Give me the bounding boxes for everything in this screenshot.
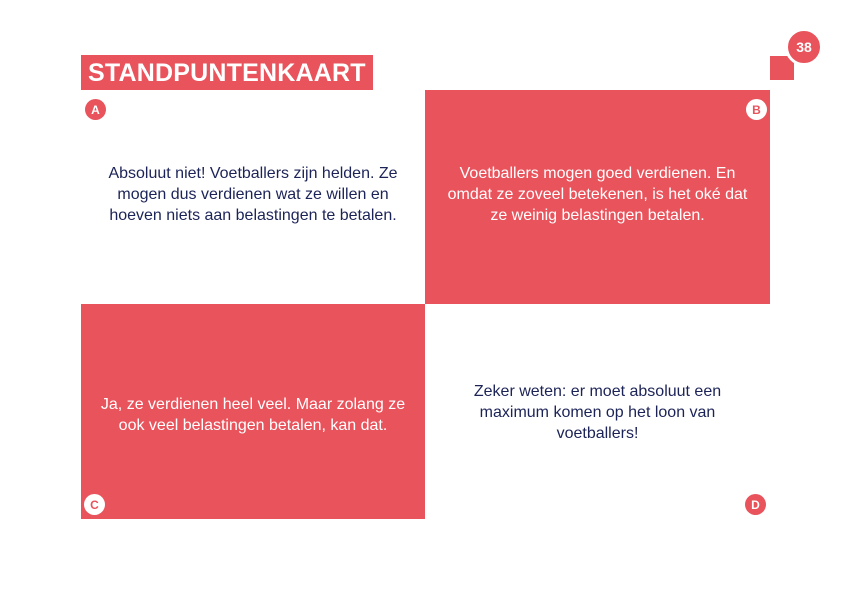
letter-badge-c: C [84,494,105,515]
letter-badge-a: A [85,99,106,120]
standpoint-card-a [81,90,425,304]
standpoint-text-b: Voetballers mogen goed verdienen. En omdat ze zoveel betekenen, is het oké dat ze weinig belastingen betalen. [447,164,748,224]
standpoint-text-d: Zeker weten: er moet absoluut een maximum komen op het loon van voetballers! [473,383,722,442]
page-title: STANDPUNTENKAART [81,55,373,91]
standpoint-card-b [425,90,770,304]
standpoint-card-d [425,304,770,519]
standpoint-card-c [81,304,425,519]
page-number: 38 [785,28,823,66]
standpoint-text-c: Ja, ze verdienen heel veel. Maar zolang ze ook veel belastingen betalen, kan dat. [100,395,406,434]
letter-badge-b: B [746,99,767,120]
standpoint-text-a: Absoluut niet! Voetballers zijn helden. Ze mogen dus verdienen wat ze willen en hoeven niets aan belastingen te betalen. [108,164,398,224]
letter-badge-d: D [745,494,766,515]
